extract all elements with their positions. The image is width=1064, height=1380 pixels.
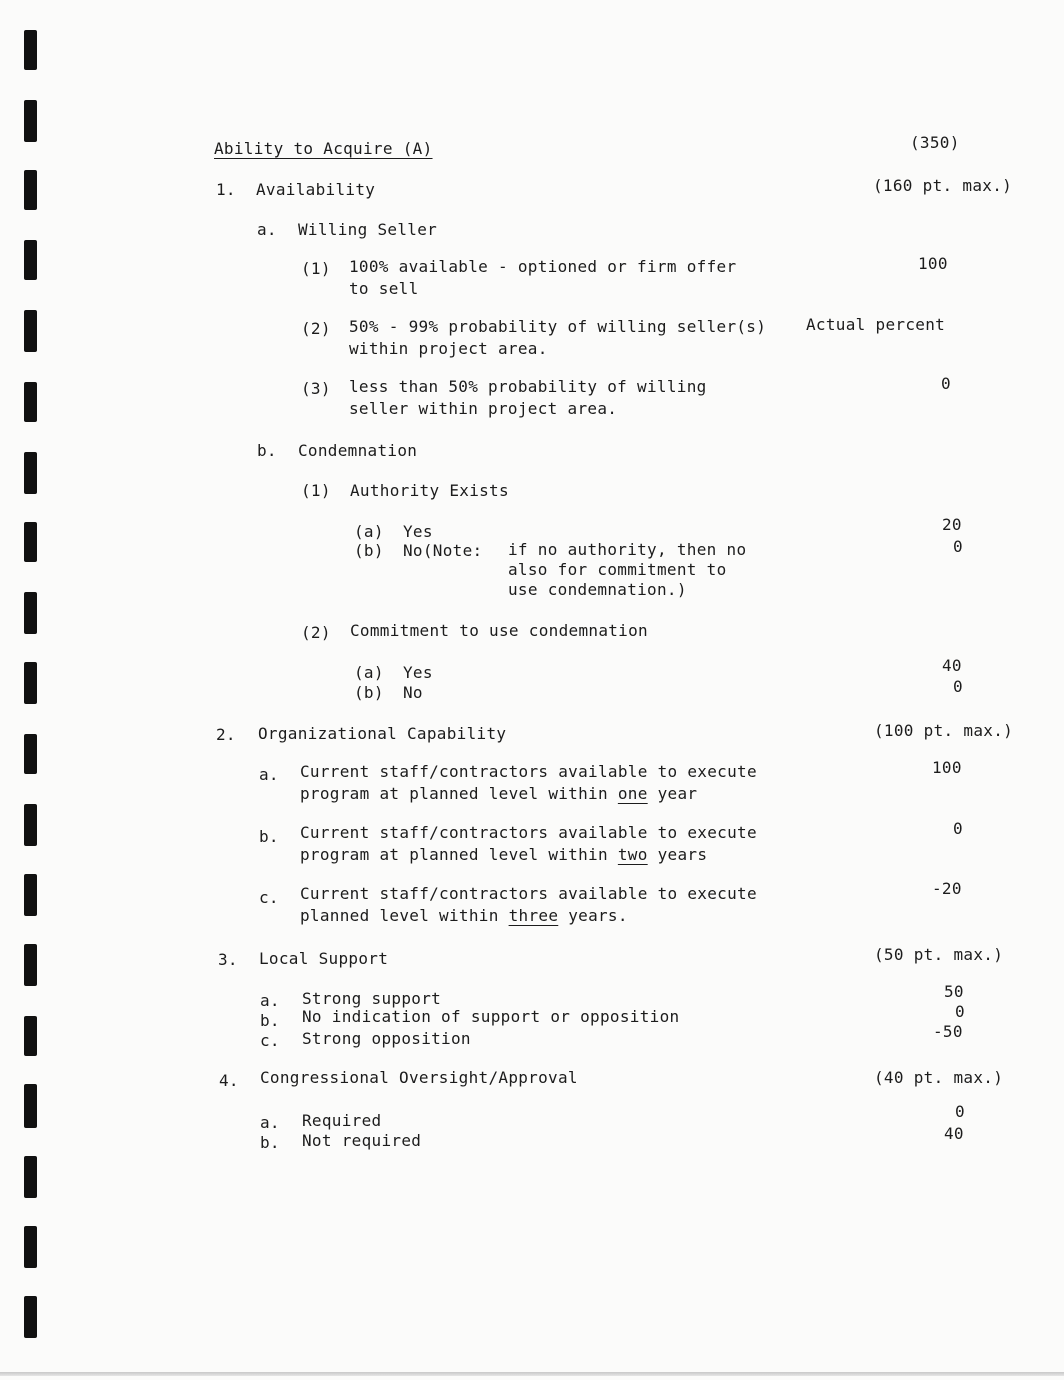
binder-hole — [24, 310, 37, 352]
item-text: to sell — [349, 279, 419, 298]
binder-hole — [24, 734, 37, 774]
item-score: 0 — [941, 374, 951, 393]
item-number: (2) — [301, 319, 331, 338]
item-score: 100 — [932, 758, 962, 777]
option-label: Yes — [403, 663, 433, 682]
section-number: 4. — [219, 1071, 239, 1090]
item-text-line — [300, 906, 628, 926]
item-text: Authority Exists — [350, 481, 509, 500]
subsection-letter: b. — [257, 441, 277, 460]
item-text: Required — [302, 1111, 382, 1130]
subsection-letter: b. — [259, 827, 279, 846]
item-text: Strong support — [302, 989, 442, 1008]
binder-hole — [24, 1226, 37, 1268]
subsection-letter: a. — [260, 1113, 280, 1132]
item-text-emphasis: one — [617, 784, 648, 803]
item-text: within project area. — [349, 339, 548, 358]
note-text: use condemnation.) — [508, 580, 687, 599]
item-text: Commitment to use condemnation — [350, 621, 648, 640]
subsection-letter: a. — [259, 765, 279, 784]
page-title: Ability to Acquire (A) — [214, 139, 433, 158]
subsection-letter: c. — [259, 888, 279, 907]
section-title: Local Support — [259, 949, 389, 968]
section-max-points: (40 pt. max.) — [874, 1068, 1004, 1087]
item-text: less than 50% probability of willing — [349, 377, 707, 396]
item-score: -50 — [933, 1022, 963, 1041]
item-text: Current staff/contractors available to execute — [300, 762, 757, 781]
option-letter: (a) — [354, 522, 384, 541]
item-text-segment: program at planned level within — [300, 845, 618, 864]
option-label: No — [403, 683, 423, 702]
item-text-emphasis: two — [617, 845, 648, 864]
subsection-letter: a. — [260, 991, 280, 1010]
section-max-points: (100 pt. max.) — [874, 721, 1014, 740]
item-text: Strong opposition — [302, 1029, 471, 1048]
item-text: 50% - 99% probability of willing seller(s) — [349, 317, 767, 336]
item-score: 100 — [918, 254, 948, 273]
option-score: 0 — [953, 677, 963, 696]
item-text: 100% available - optioned or firm offer — [349, 257, 737, 276]
binder-hole — [24, 944, 37, 986]
item-number: (1) — [301, 481, 331, 500]
item-text-segment: program at planned level within — [300, 784, 618, 803]
item-text-emphasis: three — [508, 906, 559, 925]
binder-hole — [24, 522, 37, 562]
section-max-points: (160 pt. max.) — [873, 176, 1013, 195]
section-number: 2. — [216, 725, 236, 744]
item-score: 50 — [944, 982, 964, 1001]
subsection-title: Condemnation — [298, 441, 418, 460]
subsection-letter: c. — [260, 1031, 280, 1050]
section-title: Organizational Capability — [258, 724, 507, 743]
binder-hole — [24, 804, 37, 846]
binder-hole — [24, 1016, 37, 1056]
item-text: seller within project area. — [349, 399, 618, 418]
option-score: 40 — [942, 656, 962, 675]
binder-hole — [24, 30, 37, 70]
section-max-points: (50 pt. max.) — [874, 945, 1004, 964]
item-text-line — [300, 784, 697, 804]
subsection-letter: b. — [260, 1133, 280, 1152]
section-title: Availability — [256, 180, 376, 199]
binder-hole — [24, 1156, 37, 1198]
subsection-title: Willing Seller — [298, 220, 438, 239]
binder-hole — [24, 1296, 37, 1338]
item-text-segment: years. — [558, 906, 628, 925]
binder-hole — [24, 874, 37, 916]
item-text-segment: years — [647, 845, 708, 864]
note-text: also for commitment to — [508, 560, 727, 579]
binder-hole — [24, 100, 37, 142]
option-label: Yes — [403, 522, 433, 541]
item-text: Current staff/contractors available to execute — [300, 823, 757, 842]
option-letter: (a) — [354, 663, 384, 682]
subsection-letter: b. — [260, 1011, 280, 1030]
item-number: (2) — [301, 623, 331, 642]
item-text: No indication of support or opposition — [302, 1007, 680, 1026]
item-text: Not required — [302, 1131, 422, 1150]
item-text: Current staff/contractors available to execute — [300, 884, 757, 903]
option-score: 0 — [953, 537, 963, 556]
item-score: 40 — [944, 1124, 964, 1143]
option-letter: (b) — [354, 541, 384, 560]
section-number: 1. — [216, 180, 236, 199]
item-text-line — [300, 845, 707, 865]
option-label: No(Note: — [403, 541, 483, 560]
item-score: 0 — [955, 1102, 965, 1121]
binder-hole — [24, 170, 37, 210]
page-bottom-edge — [0, 1372, 1064, 1376]
option-score: 20 — [942, 515, 962, 534]
section-title: Congressional Oversight/Approval — [260, 1068, 578, 1087]
item-score: 0 — [953, 819, 963, 838]
item-score: -20 — [932, 879, 962, 898]
total-points: (350) — [910, 133, 960, 152]
note-text: if no authority, then no — [508, 540, 747, 559]
item-score: Actual percent — [806, 315, 946, 334]
item-score: 0 — [955, 1002, 965, 1021]
binder-hole — [24, 662, 37, 704]
option-letter: (b) — [354, 683, 384, 702]
binder-hole — [24, 382, 37, 422]
item-text-segment: year — [647, 784, 698, 803]
binder-hole — [24, 592, 37, 634]
subsection-letter: a. — [257, 220, 277, 239]
binder-hole — [24, 1084, 37, 1128]
binder-hole — [24, 452, 37, 494]
item-number: (1) — [301, 259, 331, 278]
item-number: (3) — [301, 379, 331, 398]
item-text-segment: planned level within — [300, 906, 509, 925]
section-number: 3. — [218, 950, 238, 969]
binder-hole — [24, 240, 37, 280]
